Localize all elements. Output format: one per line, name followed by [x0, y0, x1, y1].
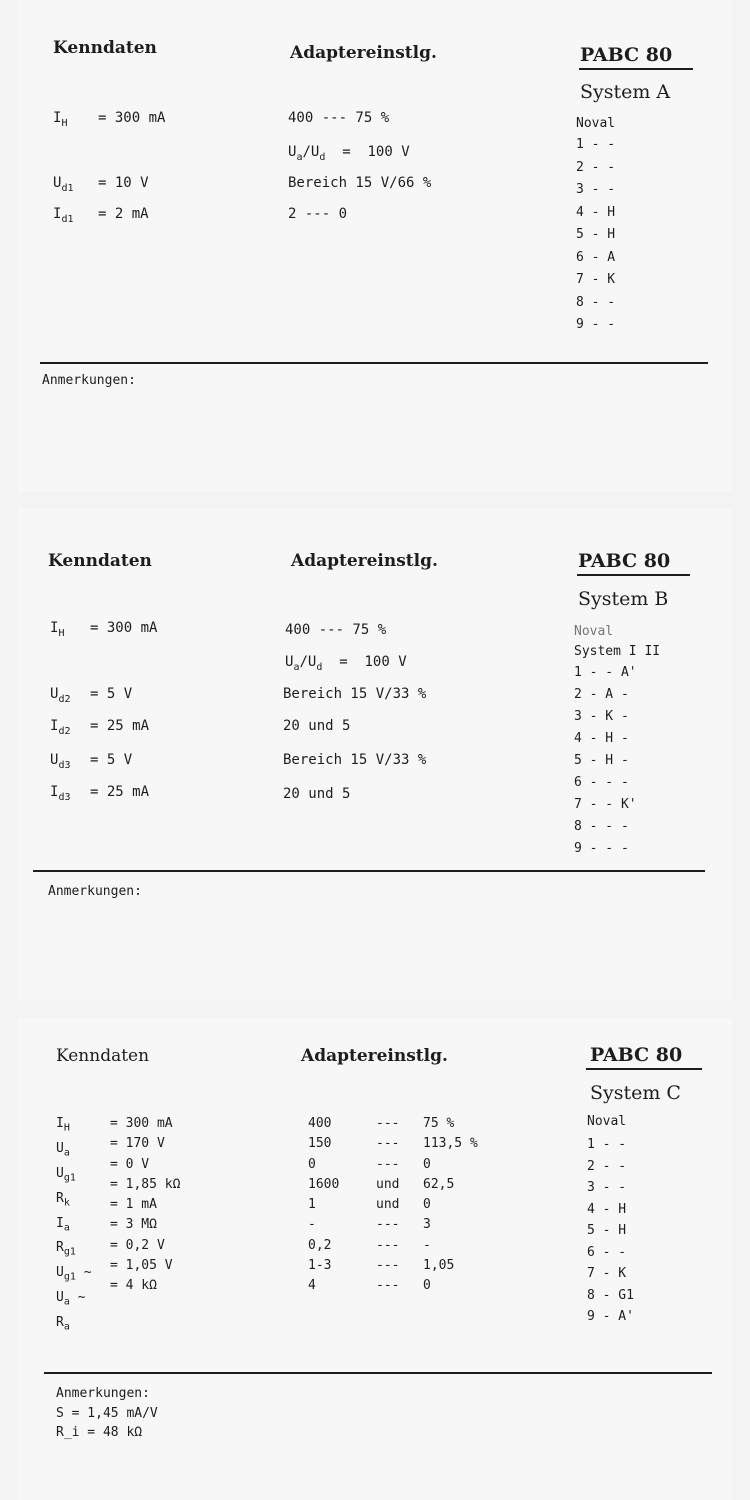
separator-rule	[40, 362, 708, 364]
pin-row: 6 - - -	[574, 775, 629, 790]
pin-row: 3 - K -	[574, 709, 629, 724]
tube-type: PABC 80	[580, 44, 673, 66]
adj-value: 1-3	[308, 1258, 332, 1274]
adj-id2: 20 und 5	[283, 718, 351, 734]
system-label: System B	[578, 588, 669, 610]
adj-ud2: Bereich 15 V/33 %	[283, 686, 427, 702]
notes-label: Anmerkungen:	[48, 884, 142, 899]
param-symbol: $R_k$	[56, 1190, 70, 1209]
tube-underline	[586, 1068, 702, 1070]
tube-underline	[579, 68, 693, 70]
tube-type: PABC 80	[578, 550, 671, 572]
note-line: R_i = 48 kΩ	[56, 1425, 143, 1440]
param-values	[110, 1114, 180, 1297]
pin-row: 2 - -	[587, 1158, 627, 1174]
param-value: = 3 MΩ	[110, 1217, 157, 1233]
pin-row: 7 - K	[576, 272, 616, 287]
adj-ih: 400 --- 75 %	[285, 622, 387, 638]
adapter-heading: Adaptereinstlg.	[290, 43, 437, 63]
pin-row: 9 - A'	[587, 1309, 634, 1324]
system-label: System C	[590, 1082, 681, 1104]
adj-id3: 20 und 5	[283, 786, 351, 802]
notes-list	[56, 1404, 158, 1442]
adj-value: 3	[423, 1217, 431, 1233]
datasheet-card-system-a	[18, 0, 732, 492]
pin-header: Noval	[587, 1114, 627, 1129]
param-value: = 170 V	[110, 1136, 165, 1152]
param-ud1-value: = 10 V	[98, 175, 149, 191]
pin-row: 7 - K	[587, 1266, 627, 1281]
pin-row: 8 - G1	[587, 1287, 634, 1303]
adj-connector: ---	[376, 1258, 400, 1274]
pin-subheader: System I II	[574, 644, 661, 659]
pin-list	[574, 662, 637, 860]
adj-ud1: Bereich 15 V/66 %	[288, 175, 432, 191]
param-value: = 0 V	[110, 1156, 150, 1172]
separator-rule	[33, 870, 705, 872]
adj-connector: ---	[376, 1116, 400, 1131]
datasheet-card-system-b	[18, 508, 732, 1000]
pin-row: 1 - - A'	[574, 665, 637, 680]
param-symbol: $R_a$	[56, 1315, 70, 1333]
adj-connector: ---	[376, 1278, 400, 1294]
param-symbol: $R_{g1}$	[56, 1240, 76, 1259]
adj-value: 1,05	[423, 1258, 455, 1274]
param-symbol: $I_a$	[56, 1215, 70, 1234]
param-ih-value: = 300 mA	[90, 620, 158, 636]
pin-row: 5 - H -	[574, 753, 629, 768]
adj-connector: ---	[376, 1156, 400, 1172]
adj-ua-ud: $U_a/U_d = 100$ V	[288, 144, 410, 163]
param-symbol: $U_{g1}$	[56, 1165, 76, 1184]
adj-value: -	[423, 1237, 431, 1253]
adj-ua-ud: $U_a/U_d = 100$ V	[285, 654, 407, 673]
kenndaten-heading: Kenndaten	[48, 551, 152, 571]
adj-connector: und	[376, 1197, 400, 1213]
datasheet-card-system-c	[18, 1018, 732, 1500]
pin-row: 4 - H -	[574, 731, 629, 746]
param-symbol: $U_{g1}$ ~	[56, 1265, 92, 1283]
adj-value: 400	[308, 1116, 332, 1131]
pin-row: 2 - -	[576, 159, 616, 175]
pin-row: 1 - -	[587, 1137, 627, 1152]
adj-value: -	[308, 1217, 316, 1233]
adj-value: 75 %	[423, 1116, 455, 1131]
adj-col-3	[423, 1114, 478, 1297]
adj-col-2	[376, 1114, 399, 1297]
pin-list	[587, 1134, 634, 1328]
tube-type: PABC 80	[590, 1044, 683, 1066]
param-id2: $I_{d2}$	[50, 718, 71, 737]
pin-row: 3 - -	[576, 182, 616, 197]
adj-value: 0,2	[308, 1237, 332, 1253]
param-ud3: $U_{d3}$	[50, 752, 71, 771]
notes-label: Anmerkungen:	[56, 1386, 150, 1401]
pin-row: 8 - - -	[574, 819, 629, 834]
param-value: = 0,2 V	[110, 1237, 165, 1253]
adapter-heading: Adaptereinstlg.	[291, 551, 438, 571]
pin-row: 6 - -	[587, 1244, 627, 1260]
notes-label: Anmerkungen:	[42, 373, 136, 388]
kenndaten-heading: Kenndaten	[56, 1046, 150, 1066]
adj-value: 1	[308, 1197, 316, 1213]
adj-value: 62,5	[423, 1176, 455, 1192]
adj-id1: 2 --- 0	[288, 206, 348, 222]
param-id1-value: = 2 mA	[98, 206, 149, 222]
note-line: S = 1,45 mA/V	[56, 1406, 158, 1421]
param-symbol: $I_H$	[56, 1116, 70, 1134]
param-value: = 1,85 kΩ	[110, 1176, 181, 1192]
adj-value: 0	[308, 1156, 316, 1172]
pin-row: 5 - H	[587, 1223, 627, 1238]
pin-row: 6 - A	[576, 249, 616, 265]
param-value: = 4 kΩ	[110, 1278, 157, 1294]
param-ud2-value: = 5 V	[90, 686, 133, 702]
param-id3-value: = 25 mA	[90, 784, 150, 800]
adj-ih: 400 --- 75 %	[288, 110, 390, 126]
pin-header: Noval	[574, 624, 614, 639]
pin-row: 7 - - K'	[574, 797, 637, 812]
param-value: = 300 mA	[110, 1116, 173, 1131]
param-ud2: $U_{d2}$	[50, 686, 71, 705]
param-symbol: $U_a$	[56, 1140, 70, 1159]
adj-value: 0	[423, 1197, 431, 1213]
pin-list	[576, 134, 615, 337]
adj-value: 1600	[308, 1176, 340, 1192]
param-value: = 1 mA	[110, 1197, 157, 1213]
tube-underline	[577, 574, 690, 576]
separator-rule	[44, 1372, 712, 1374]
pin-row: 9 - -	[576, 317, 616, 332]
pin-row: 3 - -	[587, 1180, 627, 1195]
pin-header: Noval	[576, 116, 616, 131]
pin-row: 8 - -	[576, 294, 616, 310]
param-ih-value: = 300 mA	[98, 110, 166, 126]
pin-row: 9 - - -	[574, 841, 629, 856]
pin-row: 5 - H	[576, 227, 616, 242]
kenndaten-heading: Kenndaten	[53, 38, 157, 58]
param-id1: $I_{d1}$	[53, 206, 74, 225]
param-ih: $I_H$	[53, 110, 68, 129]
adj-connector: ---	[376, 1217, 400, 1233]
adj-value: 0	[423, 1278, 431, 1294]
param-symbol: $U_a$ ~	[56, 1290, 86, 1308]
adapter-heading: Adaptereinstlg.	[301, 1046, 448, 1066]
pin-row: 2 - A -	[574, 687, 629, 702]
pin-row: 4 - H	[576, 204, 616, 220]
pin-row: 4 - H	[587, 1201, 627, 1217]
pin-row: 1 - -	[576, 137, 616, 152]
system-label: System A	[580, 81, 671, 103]
adj-connector: und	[376, 1176, 400, 1192]
param-ih: $I_H$	[50, 620, 65, 639]
adj-value: 4	[308, 1278, 316, 1294]
param-value: = 1,05 V	[110, 1258, 173, 1274]
param-ud1: $U_{d1}$	[53, 175, 74, 194]
param-ud3-value: = 5 V	[90, 752, 133, 768]
adj-value: 150	[308, 1136, 332, 1152]
adj-value: 0	[423, 1156, 431, 1172]
adj-connector: ---	[376, 1136, 400, 1152]
adj-col-1	[308, 1114, 339, 1297]
param-id2-value: = 25 mA	[90, 718, 150, 734]
adj-value: 113,5 %	[423, 1136, 478, 1152]
adj-ud3: Bereich 15 V/33 %	[283, 752, 427, 768]
param-symbols	[56, 1114, 92, 1338]
adj-connector: ---	[376, 1237, 400, 1253]
param-id3: $I_{d3}$	[50, 784, 71, 803]
